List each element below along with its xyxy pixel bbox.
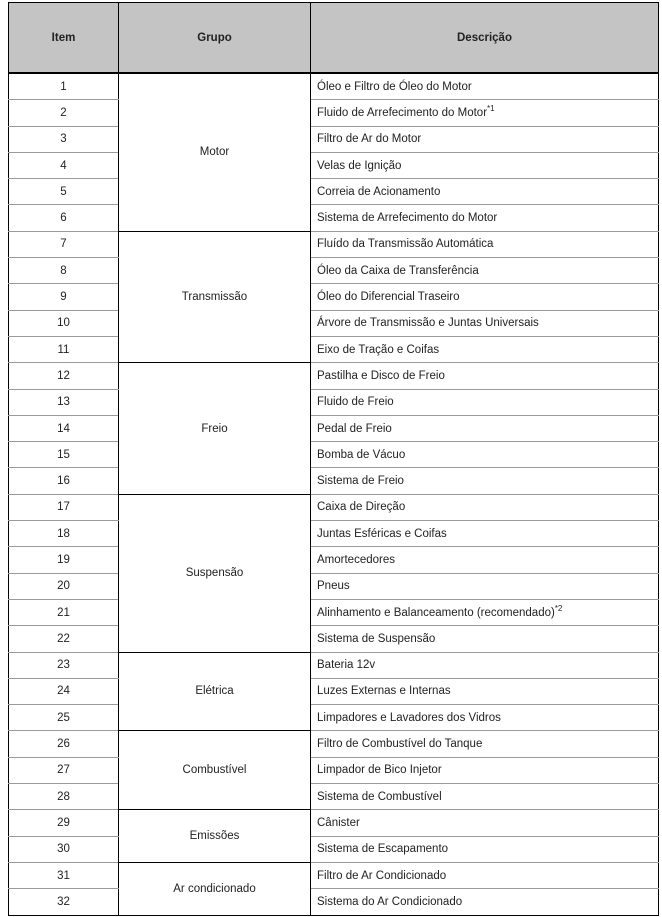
description-text: Limpador de Bico Injetor <box>317 764 442 777</box>
description-text: Filtro de Ar do Motor <box>317 133 422 146</box>
item-number: 20 <box>9 573 119 599</box>
table-row <box>9 784 659 810</box>
description-cell <box>311 889 659 915</box>
item-number: 17 <box>9 494 119 520</box>
description-cell <box>311 521 659 547</box>
description-cell <box>311 100 659 126</box>
header-item: Item <box>9 3 119 74</box>
description-cell <box>311 573 659 599</box>
table-row <box>9 494 659 520</box>
item-number: 31 <box>9 862 119 888</box>
table-row <box>9 258 659 284</box>
table-row <box>9 100 659 126</box>
table-row <box>9 626 659 652</box>
table-row <box>9 599 659 625</box>
item-number: 23 <box>9 652 119 678</box>
item-number: 30 <box>9 836 119 862</box>
table-row <box>9 757 659 783</box>
description-text: Pastilha e Disco de Freio <box>317 369 445 382</box>
group-name: Elétrica <box>119 652 311 731</box>
group-name: Ar condicionado <box>119 862 311 915</box>
description-text: Óleo e Filtro de Óleo do Motor <box>317 80 472 93</box>
table-row <box>9 521 659 547</box>
item-number: 28 <box>9 784 119 810</box>
table-row <box>9 126 659 152</box>
table-row <box>9 810 659 836</box>
description-text: Velas de Ignição <box>317 159 402 172</box>
description-text: Limpadores e Lavadores dos Vidros <box>317 711 501 724</box>
table-row <box>9 705 659 731</box>
description-cell <box>311 179 659 205</box>
description-cell <box>311 678 659 704</box>
description-cell <box>311 363 659 389</box>
group-name: Freio <box>119 363 311 494</box>
table-row <box>9 573 659 599</box>
description-text: Eixo de Tração e Coifas <box>317 343 440 356</box>
table-row <box>9 205 659 231</box>
item-number: 13 <box>9 389 119 415</box>
description-cell <box>311 126 659 152</box>
description-cell <box>311 494 659 520</box>
table-row <box>9 731 659 757</box>
description-text: Sistema de Combustível <box>317 790 442 803</box>
item-number: 26 <box>9 731 119 757</box>
table-row <box>9 310 659 336</box>
description-cell <box>311 415 659 441</box>
description-cell <box>311 73 659 100</box>
description-cell <box>311 626 659 652</box>
description-cell <box>311 468 659 494</box>
description-cell <box>311 810 659 836</box>
group-name: Transmissão <box>119 231 311 362</box>
description-text: Juntas Esféricas e Coifas <box>317 527 447 540</box>
footnote-marker: *1 <box>487 104 495 114</box>
item-number: 1 <box>9 73 119 100</box>
item-number: 22 <box>9 626 119 652</box>
description-text: Óleo da Caixa de Transferência <box>317 264 479 277</box>
item-number: 7 <box>9 231 119 257</box>
description-text: Filtro de Combustível do Tanque <box>317 738 483 751</box>
description-cell <box>311 442 659 468</box>
description-cell <box>311 231 659 257</box>
description-cell <box>311 599 659 625</box>
header-group: Grupo <box>119 3 311 74</box>
table-row <box>9 73 659 100</box>
table-row <box>9 547 659 573</box>
item-number: 3 <box>9 126 119 152</box>
description-text: Pedal de Freio <box>317 422 392 435</box>
item-number: 12 <box>9 363 119 389</box>
header-row <box>9 3 659 74</box>
description-text: Filtro de Ar Condicionado <box>317 869 447 882</box>
group-name: Motor <box>119 73 311 231</box>
description-cell <box>311 310 659 336</box>
description-cell <box>311 836 659 862</box>
table-body <box>9 73 659 915</box>
description-cell <box>311 284 659 310</box>
item-number: 4 <box>9 152 119 178</box>
description-cell <box>311 862 659 888</box>
description-text: Fluido de Arrefecimento do Motor <box>317 106 488 119</box>
table-row <box>9 442 659 468</box>
description-cell <box>311 152 659 178</box>
item-number: 6 <box>9 205 119 231</box>
description-cell <box>311 705 659 731</box>
group-name: Emissões <box>119 810 311 863</box>
table-row <box>9 336 659 362</box>
item-number: 19 <box>9 547 119 573</box>
item-number: 11 <box>9 336 119 362</box>
header-description: Descrição <box>311 3 659 74</box>
description-text: Sistema do Ar Condicionado <box>317 895 463 908</box>
item-number: 21 <box>9 599 119 625</box>
description-cell <box>311 547 659 573</box>
group-name: Combustível <box>119 731 311 810</box>
item-number: 8 <box>9 258 119 284</box>
description-text: Caixa de Direção <box>317 501 406 514</box>
item-number: 15 <box>9 442 119 468</box>
item-number: 5 <box>9 179 119 205</box>
item-number: 2 <box>9 100 119 126</box>
table-row <box>9 179 659 205</box>
description-text: Luzes Externas e Internas <box>317 685 451 698</box>
table-row <box>9 889 659 915</box>
maintenance-table <box>8 2 659 916</box>
description-cell <box>311 205 659 231</box>
description-cell <box>311 784 659 810</box>
table-row <box>9 231 659 257</box>
description-text: Correia de Acionamento <box>317 185 441 198</box>
description-cell <box>311 258 659 284</box>
item-number: 24 <box>9 678 119 704</box>
description-cell <box>311 336 659 362</box>
group-name: Suspensão <box>119 494 311 652</box>
description-text: Cânister <box>317 816 360 829</box>
description-text: Pneus <box>317 580 350 593</box>
description-text: Fluido de Freio <box>317 396 394 409</box>
description-text: Sistema de Suspensão <box>317 632 436 645</box>
description-cell <box>311 731 659 757</box>
description-text: Fluído da Transmissão Automática <box>317 238 494 251</box>
item-number: 25 <box>9 705 119 731</box>
item-number: 27 <box>9 757 119 783</box>
item-number: 14 <box>9 415 119 441</box>
table-row <box>9 836 659 862</box>
description-text: Sistema de Arrefecimento do Motor <box>317 212 498 225</box>
description-text: Sistema de Escapamento <box>317 843 449 856</box>
item-number: 18 <box>9 521 119 547</box>
table-row <box>9 284 659 310</box>
item-number: 16 <box>9 468 119 494</box>
item-number: 29 <box>9 810 119 836</box>
description-cell <box>311 652 659 678</box>
description-text: Sistema de Freio <box>317 475 404 488</box>
description-text: Bomba de Vácuo <box>317 448 406 461</box>
item-number: 9 <box>9 284 119 310</box>
table-row <box>9 468 659 494</box>
description-text: Alinhamento e Balanceamento (recomendado) <box>317 606 555 619</box>
table-row <box>9 152 659 178</box>
description-text: Amortecedores <box>317 553 395 566</box>
table-row <box>9 652 659 678</box>
table-row <box>9 389 659 415</box>
description-cell <box>311 389 659 415</box>
table-row <box>9 678 659 704</box>
item-number: 32 <box>9 889 119 915</box>
table-row <box>9 862 659 888</box>
description-text: Árvore de Transmissão e Juntas Universais <box>317 317 539 330</box>
description-text: Bateria 12v <box>317 659 376 672</box>
table-row <box>9 415 659 441</box>
item-number: 10 <box>9 310 119 336</box>
footnote-marker: *2 <box>554 603 563 613</box>
table-row <box>9 363 659 389</box>
description-cell <box>311 757 659 783</box>
description-text: Óleo do Diferencial Traseiro <box>317 291 460 304</box>
